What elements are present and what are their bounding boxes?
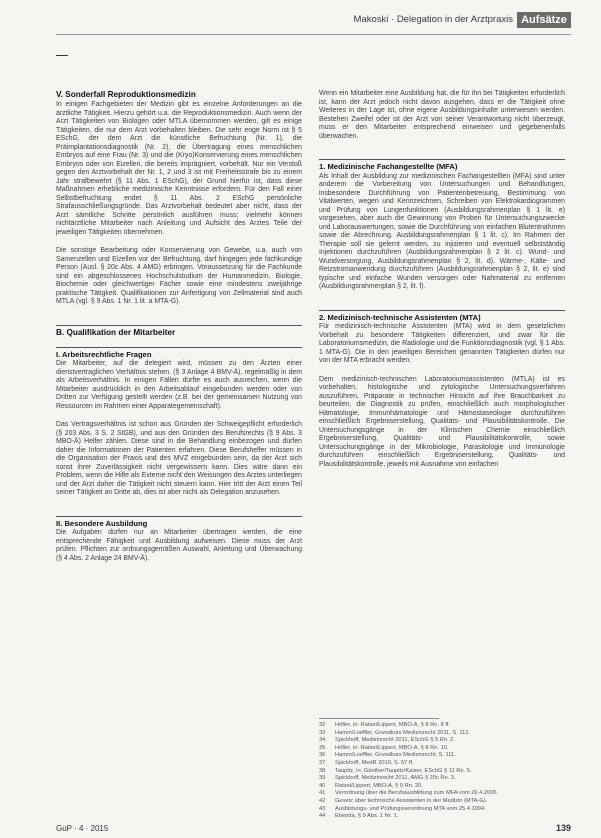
header-rule bbox=[56, 34, 571, 35]
footnote-text: Hamm/Loeffler, Grundkurs Medizinrecht, S. 111. bbox=[335, 752, 456, 759]
footnote bbox=[319, 775, 565, 783]
footnote bbox=[319, 745, 565, 753]
subsection-heading-mta: 2. Medizinisch-technische Assistenten (MTA) bbox=[319, 312, 481, 322]
footnote bbox=[319, 790, 565, 798]
page-header bbox=[56, 12, 571, 34]
right-column bbox=[319, 90, 565, 479]
footnote-number: 42 bbox=[319, 797, 326, 804]
footnote-number: 43 bbox=[319, 805, 326, 812]
footnote bbox=[319, 752, 565, 760]
paragraph: Wenn ein Mitarbeiter eine Ausbildung hat, die für ihn bei Tätigkeiten erforderlich ist, kann der Arzt jedoch nicht davon ausgehen, dass er die Tätigkeit ohne Weiteres in der Lage ist, ohne eigene Ausbildungsinhalte unterwiesen werden. Bestehen Zweifel oder ist der Arzt von seiner Verantwortung nicht überzeugt, muss er den Mitarbeiter entsprechend einweisen und gegebenenfalls überwachen. bbox=[319, 90, 565, 140]
footnote-text: Verordnung über die Berufsausbildung zum MFA vom 26.4.2006. bbox=[335, 790, 499, 797]
page-footer bbox=[56, 824, 571, 836]
footnote bbox=[319, 737, 565, 745]
footnote-number: 36 bbox=[319, 752, 326, 759]
footnotes bbox=[319, 718, 565, 821]
subsection-heading-mfa: 1. Medizinische Fachangestellte (MFA) bbox=[319, 162, 458, 171]
paragraph: Für medizinisch-technische Assistenten (MTA) wird in dem gesetzlichen Vorbehalt zu besondere Tätigkeiten differenziert, und zwar für die Laboratoriumsmedizin, die Radiologie und die Funktionsdiagnostik (vgl. § 1 Abs. 1 MTA-G). Die in den jeweiligen Bereichen genannten Tätigkeiten dürfen nur von der MTA erbracht werden. bbox=[319, 323, 565, 364]
section-heading-v: V. Sonderfall Reproduktionsmedizin bbox=[56, 90, 196, 99]
paragraph: Die sonstige Bearbeitung oder Konservierung von Gewebe, u.a. auch von Samenzellen und Eizellen vor der Befruchtung, darf hingegen jede fachkundige Person (Ausl. § 20c Abs. 4 AMG) erbringen. Voraussetzung für die Fachkunde sind ein abgeschlossenes Hochschulstudium der Humanmedizin, Biologie, Biochemie oder gleichwertiger Fächer sowie eine mindestens zweijährige praktische Tätigkeit. Qualifikationen zur Anfertigung von Zellmaterial sind auch MTLA (vgl. § 9 Abs. 1 Nr. 1 lit. a MTA-G). bbox=[56, 247, 302, 305]
footnote-number: 39 bbox=[319, 775, 326, 782]
footnote-text: Gesetz über technische Assistenten in der Medizin (MTA-G). bbox=[335, 797, 488, 804]
paragraph: Das Vertragsverhältnis ist schon aus Gründen der Schweigepflicht erforderlich (§ 203 Abs. 3 S. 2 StGB), und aus den Gründen des Berufsrechts (§ 9 Abs. 3 MBO-Ä) Helfer zählen. Diese sind in die Behandlung einbezogen und dürfen daher die Informationen der Patienten erfahren. Diese Berufshelfer müssen in die Organisation der Praxis und des MVZ eingebunden sein, da der Arzt sich sonst ihrer Zuverlässigkeit nicht vergewissern kann. Dies wäre dann ein Problem, wenn die Hilfe als Externe nicht den Weisungen des Arztes unterliegen und der Arzt daher die Tätigkeit nicht steuern kann. Hier tritt der Arzt einen Teil seiner Tätigkeit an Dritte ab, dies ist aber nicht als Delegation anzusehen. bbox=[56, 421, 302, 496]
footnote-text: Ausbildungs- und Prüfungsverordnung MTA vom 25.4.1994. bbox=[335, 805, 486, 812]
footnote-number: 41 bbox=[319, 790, 326, 797]
subsection-heading-i: I. Arbeitsrechtliche Fragen bbox=[56, 349, 152, 359]
journal-issue: GuP · 4 · 2015 bbox=[56, 824, 109, 833]
footnote-text: Hamm/Loeffler, Grundkurs Medizinrecht 2011, S. 112. bbox=[335, 729, 470, 736]
footnote bbox=[319, 730, 565, 738]
footnote-text: Ebenda, § 9 Abs. 1 Nr. 1. bbox=[335, 813, 399, 820]
section-rule bbox=[319, 159, 565, 160]
section-rule bbox=[56, 325, 302, 326]
footnote-number: 32 bbox=[319, 722, 326, 728]
section-rule bbox=[56, 516, 302, 517]
section-rule bbox=[319, 310, 565, 311]
footnote bbox=[319, 813, 565, 821]
section-heading-b: B. Qualifikation der Mitarbeiter bbox=[56, 327, 176, 337]
footnote-text: Spickhoff, MedR 2010, S. 57 ff. bbox=[335, 759, 414, 766]
short-dash bbox=[56, 55, 68, 56]
footnote-number: 34 bbox=[319, 737, 326, 744]
footnote bbox=[319, 798, 565, 806]
footnote-number: 37 bbox=[319, 759, 326, 766]
footnote bbox=[319, 722, 565, 730]
footnote bbox=[319, 806, 565, 814]
subsection-heading-ii: II. Besondere Ausbildung bbox=[56, 518, 148, 528]
running-head: Makoski · Delegation in der Arztpraxis bbox=[353, 14, 513, 25]
footnote-text: Höfler, in: Ratzel/Lippert, MBO-Ä, § 8 Rn. 10. bbox=[335, 744, 449, 751]
paragraph: In einigen Fachgebieten der Medizin gibt es einzelne Anforderungen an die ärztliche Tätigkeit. Hierzu gehört u.a. die Reproduktionsmedizin. Auch wenn der Arzt Tätigkeiten von Biologen oder MTLA übernommen werden, gilt es einige Tätigkeiten, die nur dem Arzt vorbehalten bleiben. Die sehr enge Norm ist § 5 ESchG, der dem Arzt die künstliche Befruchtung (Nr. 1), die Präimplantationsdiagnostik (Nr. 2), die Übertragung eines menschlichen Embryos auf eine Frau (Nr. 3) und die (Kryo)Konservierung eines menschlichen Embryos oder von Eizellen, die bereits imprägniert, vorbehält. Nur ein Verstoß gegen den Arztvorbehalt der Nr. 1, 2 und 3 ist mit Freiheitsstrafe bis zu einem Jahr strafbewehrt (§ 11 Abs. 1 ESchG), der Grund hierfür ist, dass diese Maßnahmen erhebliche medizinische Kenntnisse erfordern. Für den Fall einer Selbstbefruchtung endet § 11 Abs. 2 ESchG persönliche Strafausschließungsgründe. Das Arztvorbehalt bedeutet aber nicht, dass der Arzt sämtliche Schritte persönlich ausführen muss; vielmehr können nichtärztliche Mitarbeiter nach Anleitung und Aufsicht des Arztes Teile der jeweiligen Tätigkeiten übernehmen. bbox=[56, 101, 302, 236]
footnote-text: Taupitz, in: Günther/Taupitz/Kaiser, ESchG § 11 Rn. 5. bbox=[335, 767, 472, 774]
footnote-text: Höfler, in: Ratzel/Lippert, MBO-Ä, § 8 Rn. 8 ff. bbox=[335, 722, 450, 728]
section-rule bbox=[56, 347, 302, 348]
paragraph: Die Aufgaben dürfen nur an Mitarbeiter übertragen werden, die eine entsprechende Fähigkeit und Ausbildung aufweisen. Diese muss der Arzt prüfen. Pflichten zur ordnungsgemäßen Auswahl, Anleitung und Überwachung (§ 4 Abs. 2 Anlage 24 BMV-Ä). bbox=[56, 529, 302, 562]
footnote-number: 33 bbox=[319, 729, 326, 736]
footnote bbox=[319, 760, 565, 768]
footnote-text: Ratzel/Lippert, MBO-Ä, § 9 Rn. 20. bbox=[335, 782, 423, 789]
footnote-rule bbox=[319, 718, 439, 719]
footnote-text: Spickhoff, Medizinrecht 2011, AMG § 20c Rn. 3. bbox=[335, 775, 456, 782]
footnote-number: 44 bbox=[319, 813, 326, 820]
paragraph: Als Inhalt der Ausbildung zur medizinischen Fachangestellten (MFA) sind unter anderem die Vorbereitung von Untersuchungen und Behandlungen, insbesondere Durchführung von Patientenbetreuung, Bestimmung von Vitalwerten, wegen und Kennzeichnen, Schreiben von Elektrokardiogrammen und Prüfung von Lungenfunktionen (Ausbildungsrahmenplan § 1 lit. e) vorgesehen, aber auch die Gewinnung von Proben für Untersuchungszwecke und Laborauswertungen, sowie die Durchführung von einfachen Blutentnahmen sowie die Abrechnung. Ausbildungsrahmenplan § 1 lit. c). Im Rahmen der Therapie soll sie gelernt werden, zu injizieren und eventuell selbstständig Injektionen durchzuführen (Ausbildungsrahmenplan § 2 lit. c). Wund- und Wundversorgung, Ausbildungsrahmenplan § 2, lit. d). Wärme-, Kälte- und Reizstromanwendung durchzuführen (Ausbildungsrahmenplan § 2, lit. e) sind typische und einfache Wunden versorgen oder Nahmaterial zu entfernen (Ausbildungsrahmenplan § 2, lit. f). bbox=[319, 172, 565, 290]
footnote bbox=[319, 783, 565, 791]
footnote-number: 35 bbox=[319, 744, 326, 751]
section-tab: Aufsätze bbox=[517, 12, 571, 28]
page-number: 139 bbox=[555, 823, 571, 833]
paragraph: Die Mitarbeiter, auf die delegiert wird, müssen zu den Ärzten einer dienstvertraglichen Verhältnis stehen. (§ 3 Anlage 4 BMV-Ä), regelmäßig in dem als Arbeitsverhältnis. In einigen Fällen dürfte es auch ausreichen, wenn die Mitarbeiter ausdrücklich in den Arbeitsablauf eingebunden werden oder von Dritten zur Verfügung gestellt werden (z.B. bei der gemeinsamen Nutzung von Ressourcen im Rahmen einer Apparategemeinschaft). bbox=[56, 360, 302, 410]
footnote bbox=[319, 768, 565, 776]
footnote-text: Spickhoff, Medizinrecht 2011, ESchG § 5 Rn. 2. bbox=[335, 737, 455, 744]
footnote-number: 38 bbox=[319, 767, 326, 774]
paragraph: Dem medizinisch-technischen Laboratoriumsassistenten (MTLA) ist es vorbehalten, histologische und zytologische Untersuchungsverfahren auszuführen, Präparate in technischer Hinsicht auf ihre Brauchbarkeit zu beurteilen, die Diagnostik zu prüfen, einschließlich auch morphologischer Hämatologie, Immunhämatologie und Hämostaseologie durchzuführen einschließlich Ergebniserstellung, Qualitäts- und Plausibilitätskontrolle. Die Untersuchungsgänge in der Klinischen Chemie einschließlich Ergebniserstellung, Qualitäts- und Plausibilitätskontrolle, sowie Untersuchungsgänge in der Mikrobiologie, Parasitologie und Immunologie durchzuführen einschließlich Ergebniserstellung, Qualitäts- und Plausibilitätskontrolle, jeweils mit Ausnahme von einfachen bbox=[319, 375, 565, 468]
left-column bbox=[56, 90, 302, 573]
footnote-number: 40 bbox=[319, 782, 326, 789]
